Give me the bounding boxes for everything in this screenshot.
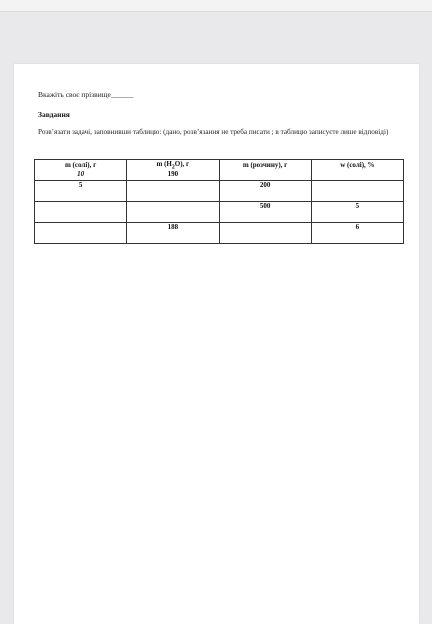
answer-table (34, 159, 404, 244)
cell-solution-mass[interactable] (219, 223, 311, 244)
cell-salt-mass[interactable] (35, 202, 127, 223)
header-solution-mass: m (розчину), г (219, 160, 311, 171)
header-salt-mass: m (солі), г (35, 160, 127, 171)
task-instructions: Розв’язати задачі, заповнивши таблицю: (дано, розв’язання не треба писати ; в таблицю записуєте лише відповіді) (38, 128, 389, 136)
cell-water-mass[interactable] (127, 181, 219, 202)
cell-salt-fraction[interactable] (311, 181, 403, 202)
viewer-top-bar (0, 0, 432, 12)
cell-solution-mass[interactable]: 200 (219, 181, 311, 202)
header-water-mass-subscript: 2 (171, 164, 175, 171)
table-row (35, 202, 404, 223)
table-row (35, 181, 404, 202)
cell-salt-mass[interactable] (35, 223, 127, 244)
worksheet-page (14, 64, 419, 624)
cell-water-mass[interactable]: 190 (127, 170, 219, 181)
cell-salt-fraction[interactable]: 5 (311, 202, 403, 223)
cell-water-mass[interactable] (127, 202, 219, 223)
header-water-mass-prefix: m (H (156, 160, 172, 168)
header-water-mass-suffix: O), г (174, 160, 190, 168)
cell-water-mass[interactable]: 188 (127, 223, 219, 244)
task-title: Завдання (38, 110, 70, 119)
table-row (35, 170, 404, 181)
surname-prompt: Вкажіть своє прізвище______ (38, 90, 134, 99)
cell-salt-mass[interactable]: 5 (35, 181, 127, 202)
header-salt-fraction: w (солі), % (311, 160, 403, 171)
cell-salt-fraction[interactable] (311, 170, 403, 181)
cell-solution-mass[interactable]: 500 (219, 202, 311, 223)
cell-salt-fraction[interactable]: 6 (311, 223, 403, 244)
cell-salt-mass[interactable]: 10 (35, 170, 127, 181)
header-water-mass (127, 160, 219, 171)
table-header-row (35, 160, 404, 171)
cell-solution-mass[interactable] (219, 170, 311, 181)
table-row (35, 223, 404, 244)
